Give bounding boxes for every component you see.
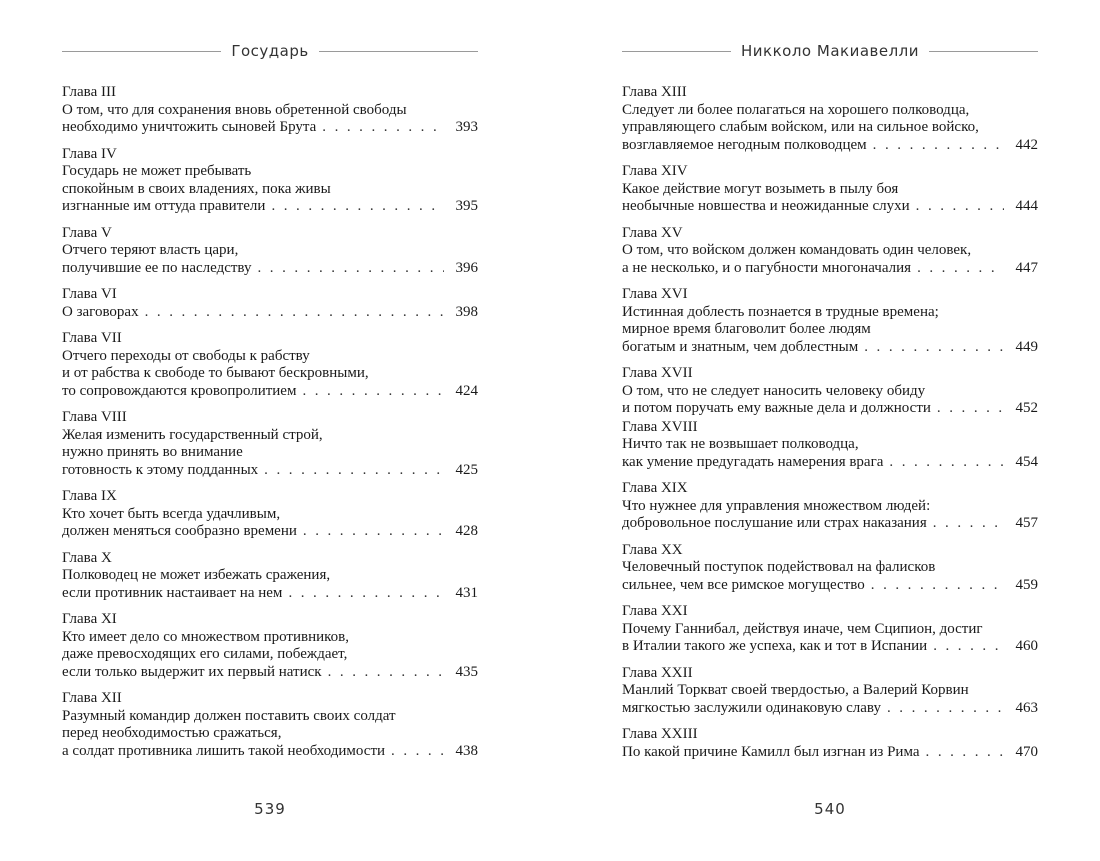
head-rule (622, 51, 731, 52)
toc-page-number: 452 (1015, 400, 1038, 416)
chapter-title-line: Манлий Торкват своей твердостью, а Валерий Корвин (622, 682, 969, 698)
toc-list-right (622, 84, 1038, 761)
toc-entry (62, 690, 478, 760)
toc-page-number: 398 (455, 303, 478, 320)
chapter-number: Глава XXI (622, 603, 688, 619)
toc-entry (622, 603, 1038, 656)
chapter-title-line: Кто хочет быть всегда удачливым, (62, 505, 281, 522)
toc-leader-line (622, 744, 1038, 762)
chapter-title-line: О заговорах (62, 303, 139, 320)
toc-leader-line (622, 515, 1038, 533)
chapter-title-line: и потом поручать ему важные дела и должности (622, 400, 931, 416)
chapter-title-line: должен меняться сообразно времени (62, 523, 297, 539)
dot-leader (873, 137, 1004, 155)
toc-leader-line (622, 260, 1038, 278)
toc-entry (622, 286, 1038, 356)
chapter-title-line: О том, что для сохранения вновь обретенной свободы (62, 101, 407, 118)
toc-entry (622, 480, 1038, 533)
chapter-title-line: необходимо уничтожить сыновей Брута (62, 119, 317, 135)
dot-leader (917, 260, 1004, 278)
toc-page-number: 470 (1015, 743, 1038, 760)
toc-page-number: 447 (1015, 259, 1038, 276)
chapter-number: Глава XV (622, 224, 683, 241)
chapter-number: Глава X (62, 549, 112, 566)
toc-leader-line (622, 339, 1038, 357)
dot-leader (926, 744, 1004, 762)
running-head-left (62, 41, 478, 61)
chapter-title-line: сильнее, чем все римское могущество (622, 576, 865, 593)
toc-page-number: 435 (455, 663, 478, 680)
chapter-title-line: Следует ли более полагаться на хорошего полководца, (622, 101, 970, 118)
toc-page-number: 425 (455, 461, 478, 478)
chapter-title-line: богатым и знатным, чем доблестным (622, 338, 859, 355)
chapter-number: Глава XXII (622, 664, 693, 681)
dot-leader (145, 304, 444, 322)
toc-page-number: 460 (1015, 638, 1038, 654)
toc-leader-line (622, 198, 1038, 216)
chapter-title-line: Кто имеет дело со множеством противников, (62, 628, 350, 645)
chapter-number: Глава XII (62, 690, 122, 706)
toc-leader-line (622, 700, 1038, 718)
toc-leader-line (62, 462, 478, 480)
toc-entry (62, 611, 478, 681)
chapter-title-line: управляющего слабым войском, или на сильное войско, (622, 119, 979, 135)
chapter-title-line: О том, что войском должен командовать один человек, (622, 242, 972, 258)
chapter-title-line: если противник настаивает на нем (62, 584, 283, 601)
chapter-title-line: а не несколько, и о пагубности многоначалия (622, 259, 912, 276)
chapter-number: Глава VI (62, 286, 117, 302)
toc-page-number: 438 (455, 742, 478, 759)
dot-leader (889, 454, 1004, 472)
toc-leader-line (62, 198, 478, 216)
chapter-title-line: то сопровождаются кровопролитием (62, 382, 297, 399)
dot-leader (933, 515, 1004, 533)
toc-page-number: 395 (455, 198, 478, 214)
author-name: Никколо Макиавелли (741, 42, 919, 60)
dot-leader (391, 743, 444, 761)
dot-leader (328, 664, 444, 682)
dot-leader (864, 339, 1004, 357)
toc-entry (62, 286, 478, 321)
dot-leader (887, 700, 1004, 718)
toc-leader-line (622, 577, 1038, 595)
head-rule (319, 51, 478, 52)
chapter-title-line: Что нужнее для управления множеством людей: (622, 497, 931, 514)
chapter-title-line: мирное время благоволит более людям (622, 321, 871, 337)
chapter-title-line: как умение предугадать намерения врага (622, 453, 884, 470)
toc-leader-line (62, 383, 478, 401)
toc-entry (622, 665, 1038, 718)
chapter-title-line: По какой причине Камилл был изгнан из Рима (622, 743, 920, 760)
toc-leader-line (62, 260, 478, 278)
chapter-title-line: и от рабства к свободе то бывают бескровными, (62, 365, 369, 381)
toc-leader-line (622, 137, 1038, 155)
dot-leader (288, 585, 444, 603)
chapter-title-line: Какое действие могут возыметь в пылу боя (622, 180, 899, 197)
dot-leader (933, 638, 1004, 656)
chapter-title-line: мягкостью заслужили одинаковую славу (622, 699, 881, 716)
chapter-number: Глава VIII (62, 409, 127, 425)
toc-entry (622, 726, 1038, 761)
toc-entry (62, 146, 478, 216)
chapter-title-line: даже превосходящих его силами, побеждает, (62, 646, 348, 662)
chapter-title-line: Полководец не может избежать сражения, (62, 567, 331, 583)
chapter-number: Глава XIII (622, 84, 687, 100)
chapter-title-line: Отчего теряют власть цари, (62, 242, 239, 258)
chapter-number: Глава V (62, 224, 112, 241)
head-rule (62, 51, 221, 52)
chapter-title-line: Разумный командир должен поставить своих солдат (62, 707, 396, 724)
dot-leader (871, 577, 1004, 595)
toc-entry (622, 365, 1038, 418)
chapter-title-line: Истинная доблесть познается в трудные времена; (622, 303, 939, 320)
toc-leader-line (62, 119, 478, 137)
toc-page-number: 424 (455, 382, 478, 399)
dot-leader (916, 198, 1004, 216)
chapter-title-line: Желая изменить государственный строй, (62, 426, 323, 443)
toc-entry (62, 84, 478, 137)
chapter-title-line: спокойным в своих владениях, пока живы (62, 180, 331, 197)
chapter-title-line: добровольное послушание или страх наказания (622, 515, 927, 531)
toc-leader-line (62, 664, 478, 682)
chapter-number: Глава VII (62, 330, 122, 346)
toc-leader-line (62, 585, 478, 603)
head-rule (929, 51, 1038, 52)
toc-leader-line (622, 454, 1038, 472)
chapter-number: Глава XIX (622, 480, 688, 496)
chapter-number: Глава XX (622, 541, 683, 558)
chapter-number: Глава IX (62, 488, 117, 504)
toc-page-number: 449 (1015, 338, 1038, 355)
dot-leader (258, 260, 445, 278)
toc-page-number: 431 (455, 584, 478, 601)
toc-entry (62, 409, 478, 479)
chapter-number: Глава III (62, 84, 116, 100)
chapter-title-line: возглавляемое негодным полководцем (622, 136, 867, 153)
toc-leader-line (62, 304, 478, 322)
chapter-title-line: в Италии такого же успеха, как и тот в Испании (622, 638, 928, 654)
chapter-title-line: перед необходимостью сражаться, (62, 725, 282, 741)
right-page (622, 0, 1038, 861)
toc-leader-line (62, 523, 478, 541)
chapter-title-line: а солдат противника лишить такой необходимости (62, 742, 386, 759)
dot-leader (937, 400, 1004, 418)
chapter-number: Глава XXIII (622, 726, 698, 742)
chapter-title-line: если только выдержит их первый натиск (62, 663, 322, 680)
toc-page-number: 444 (1015, 198, 1038, 214)
page-number-left: 539 (254, 800, 286, 818)
toc-page-number: 428 (455, 523, 478, 539)
toc-entry (62, 330, 478, 400)
chapter-title-line: получившие ее по наследству (62, 259, 252, 276)
toc-entry (622, 419, 1038, 472)
chapter-title-line: готовность к этому подданных (62, 461, 259, 478)
chapter-title-line: Почему Ганнибал, действуя иначе, чем Сципион, достиг (622, 620, 983, 637)
toc-entry (62, 550, 478, 603)
toc-page-number: 396 (455, 259, 478, 276)
toc-leader-line (622, 400, 1038, 418)
chapter-title-line: О том, что не следует наносить человеку обиду (622, 382, 926, 399)
chapter-number: Глава XIV (622, 163, 688, 179)
running-head-right (622, 41, 1038, 61)
left-page (62, 0, 478, 861)
chapter-number: Глава XI (62, 611, 117, 627)
toc-list-left (62, 84, 478, 760)
chapter-title-line: нужно принять во внимание (62, 444, 243, 460)
toc-entry (622, 163, 1038, 216)
toc-page-number: 442 (1015, 136, 1038, 153)
toc-entry (622, 84, 1038, 154)
dot-leader (264, 462, 444, 480)
dot-leader (271, 198, 444, 216)
toc-entry (622, 225, 1038, 278)
dot-leader (303, 523, 444, 541)
toc-page-number: 393 (455, 119, 478, 135)
chapter-number: Глава XVI (622, 286, 688, 302)
toc-entry (62, 488, 478, 541)
chapter-title-line: Государь не может пребывать (62, 163, 252, 179)
page-number-right: 540 (814, 800, 846, 818)
chapter-title-line: Ничто так не возвышает полководца, (622, 436, 859, 452)
chapter-number: Глава XVII (622, 365, 693, 381)
toc-entry (62, 225, 478, 278)
toc-leader-line (62, 743, 478, 761)
dot-leader (322, 119, 444, 137)
chapter-number: Глава XVIII (622, 418, 698, 435)
dot-leader (302, 383, 444, 401)
toc-leader-line (622, 638, 1038, 656)
chapter-title-line: необычные новшества и неожиданные слухи (622, 198, 910, 214)
toc-page-number: 459 (1015, 576, 1038, 593)
toc-page-number: 457 (1015, 515, 1038, 531)
toc-entry (622, 542, 1038, 595)
chapter-number: Глава IV (62, 145, 117, 162)
chapter-title-line: Человечный поступок подействовал на фалисков (622, 559, 936, 575)
chapter-title-line: Отчего переходы от свободы к рабству (62, 347, 310, 364)
toc-page-number: 463 (1015, 699, 1038, 716)
book-title: Государь (231, 42, 309, 60)
toc-page-number: 454 (1015, 453, 1038, 470)
chapter-title-line: изгнанные им оттуда правители (62, 198, 266, 214)
